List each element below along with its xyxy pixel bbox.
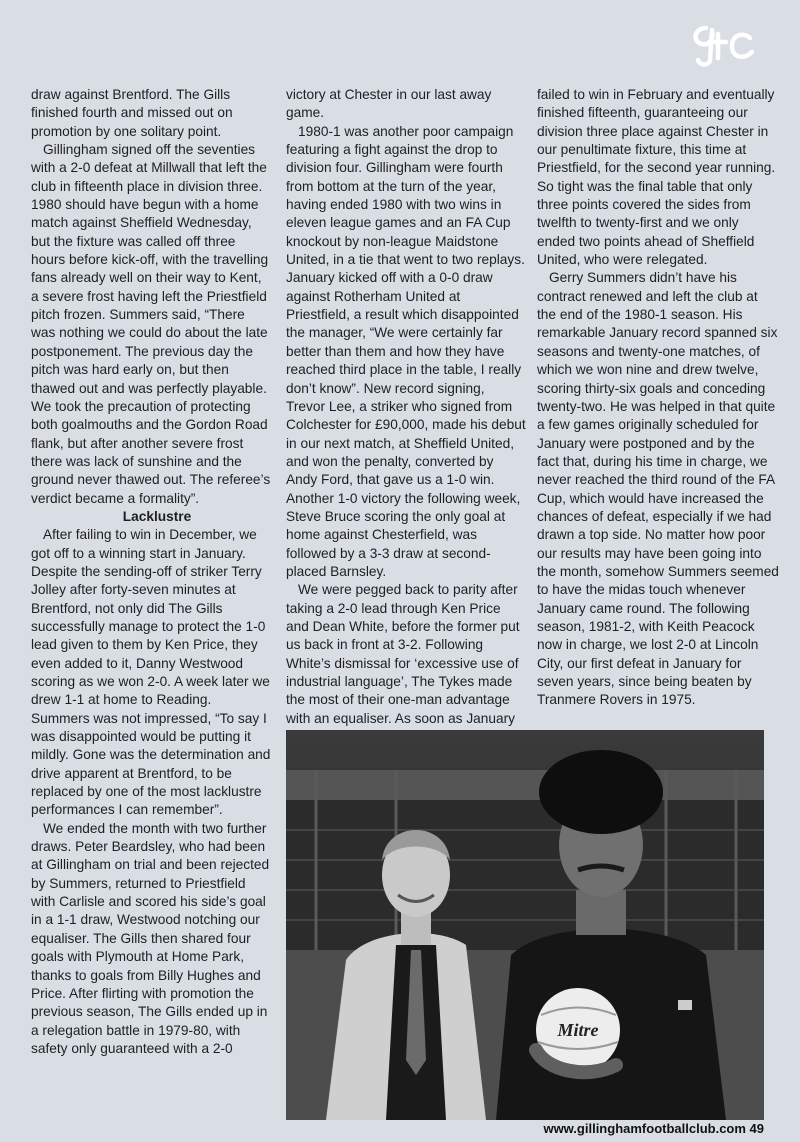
section-subheading: Lacklustre (122, 508, 192, 524)
body-paragraph: Gillingham signed off the seventies with a 2-0 defeat at Millwall that left the club in fifteenth place in division three. 1980 should have begun with a home match against Sheffield Wednesday, but the fixture was called off three hours before kick-off, with the travelling fans already well on their way to Kent, a severe frost having left the Priestfield pitch frozen. Summers said, “There was nothing we could do about the late postponement. The previous day the pitch was hard early on, but then thawed out and was perfectly playable. We took the precaution of protecting both goalmouths and the Gordon Road flank, but after another severe frost there was lack of sunshine and the ground never thawed out. The referee’s verdict became a formality”. (31, 142, 271, 506)
page-footer-url: www.gillinghamfootballclub.com 49 (543, 1121, 764, 1136)
stadium-stand (286, 770, 764, 800)
body-paragraph: Gerry Summers didn’t have his contract renewed and left the club at the end of the 1980-1 season. His remarkable January record spanned six seasons and twenty-one matches, of which we won nine and drew twelve, scoring thirty-six goals and conceding twenty-two. He was helped in that quite a few games originally scheduled for January were postponed and by the fact that, during his time in charge, we never reached the third round of the FA Cup, which would have increased the chances of defeat, especially if we had drawn a top side. No matter how poor our results may have been going into the month, somehow Summers seemed to have the midas touch whenever January came round. The following season, 1981-2, with Keith Peacock now in charge, we lost 2-0 at Lincoln City, our first defeat in January for seven years, since being beaten by Tranmere Rovers in 1975. (537, 270, 779, 708)
body-paragraph: We ended the month with two further draws. Peter Beardsley, who had been at Gillingham on trial and been rejected by Summers, returned to Priestfield with Carlisle and scored his side’s goal in a 1-1 draw, Westwood notching our equaliser. The Gills then shared four goals with Plymouth at Home Park, thanks to goals from Billy Hughes and Price. After flirting with promotion the previous season, The Gills ended up in a relegation battle in 1979-80, with safety only guaranteed with a 2-0 (31, 820, 270, 1056)
gfc-logo-icon (688, 20, 760, 68)
club-monogram-logo (688, 20, 760, 68)
article-column-3 (537, 86, 779, 710)
body-paragraph: draw against Brentford. The Gills finished fourth and missed out on promotion by one solitary point. (31, 87, 233, 139)
body-paragraph: victory at Chester in our last away game. (286, 87, 492, 121)
ball-brand-label: Mitre (557, 1020, 599, 1040)
body-paragraph: 1980-1 was another poor campaign featuring a fight against the drop to division four. Gillingham were fourth from bottom at the turn of the year, having ended 1980 with two wins in eleven league games and an FA Cup knockout by non-league Maidstone United, in a tie that went to two replays. January kicked off with a 0-0 draw against Rotherham United at Priestfield, a result which disappointed the manager, “We were certainly far better than them and how they have reached third place in the table, I really don’t know”. New record signing, Trevor Lee, a striker who signed from Colchester for £90,000, made his debut in our next match, at Sheffield United, and won the penalty, converted by Andy Ford, that gave us a 1-0 win. Another 1-0 victory the following week, Steve Bruce scoring the only goal at home against Chesterfield, was followed by a 3-3 draw at second-placed Barnsley. (286, 123, 526, 579)
body-paragraph: After failing to win in December, we got off to a winning start in January. Despite the sending-off of striker Terry Jolley after forty-seven minutes at Brentford, not only did The Gills successfully manage to protect the 1-0 lead given to them by Ken Price, they even added to it, Danny Westwood scoring as we won 2-0. A week later we drew 1-1 at home to Reading. Summers was not impressed, “To say I was disappointed would be putting it mildly. Gone was the determination and drive apparent at Brentford, to be replaced by one of the most lacklustre performances I can remember”. (31, 527, 271, 818)
body-paragraph: We were pegged back to parity after taking a 2-0 lead through Ken Price and Dean White, before the former put us back in front at 3-2. Following White’s dismissal for ‘excessive use of industrial language’, The Tykes made the most of their one-man advantage with an equaliser. As soon as January (286, 582, 520, 726)
article-column-2 (286, 86, 526, 746)
article-column-1 (31, 86, 271, 1058)
body-paragraph: failed to win in February and eventually finished fifteenth, guaranteeing our division three place against Chester in our penultimate fixture, this time at Priestfield, for the second year running. So tight was the final table that only three points covered the sides from twelfth to twenty-first and we only ended two points ahead of Sheffield United, who were relegated. (537, 87, 776, 268)
manager-and-signing-photo (286, 730, 764, 1120)
